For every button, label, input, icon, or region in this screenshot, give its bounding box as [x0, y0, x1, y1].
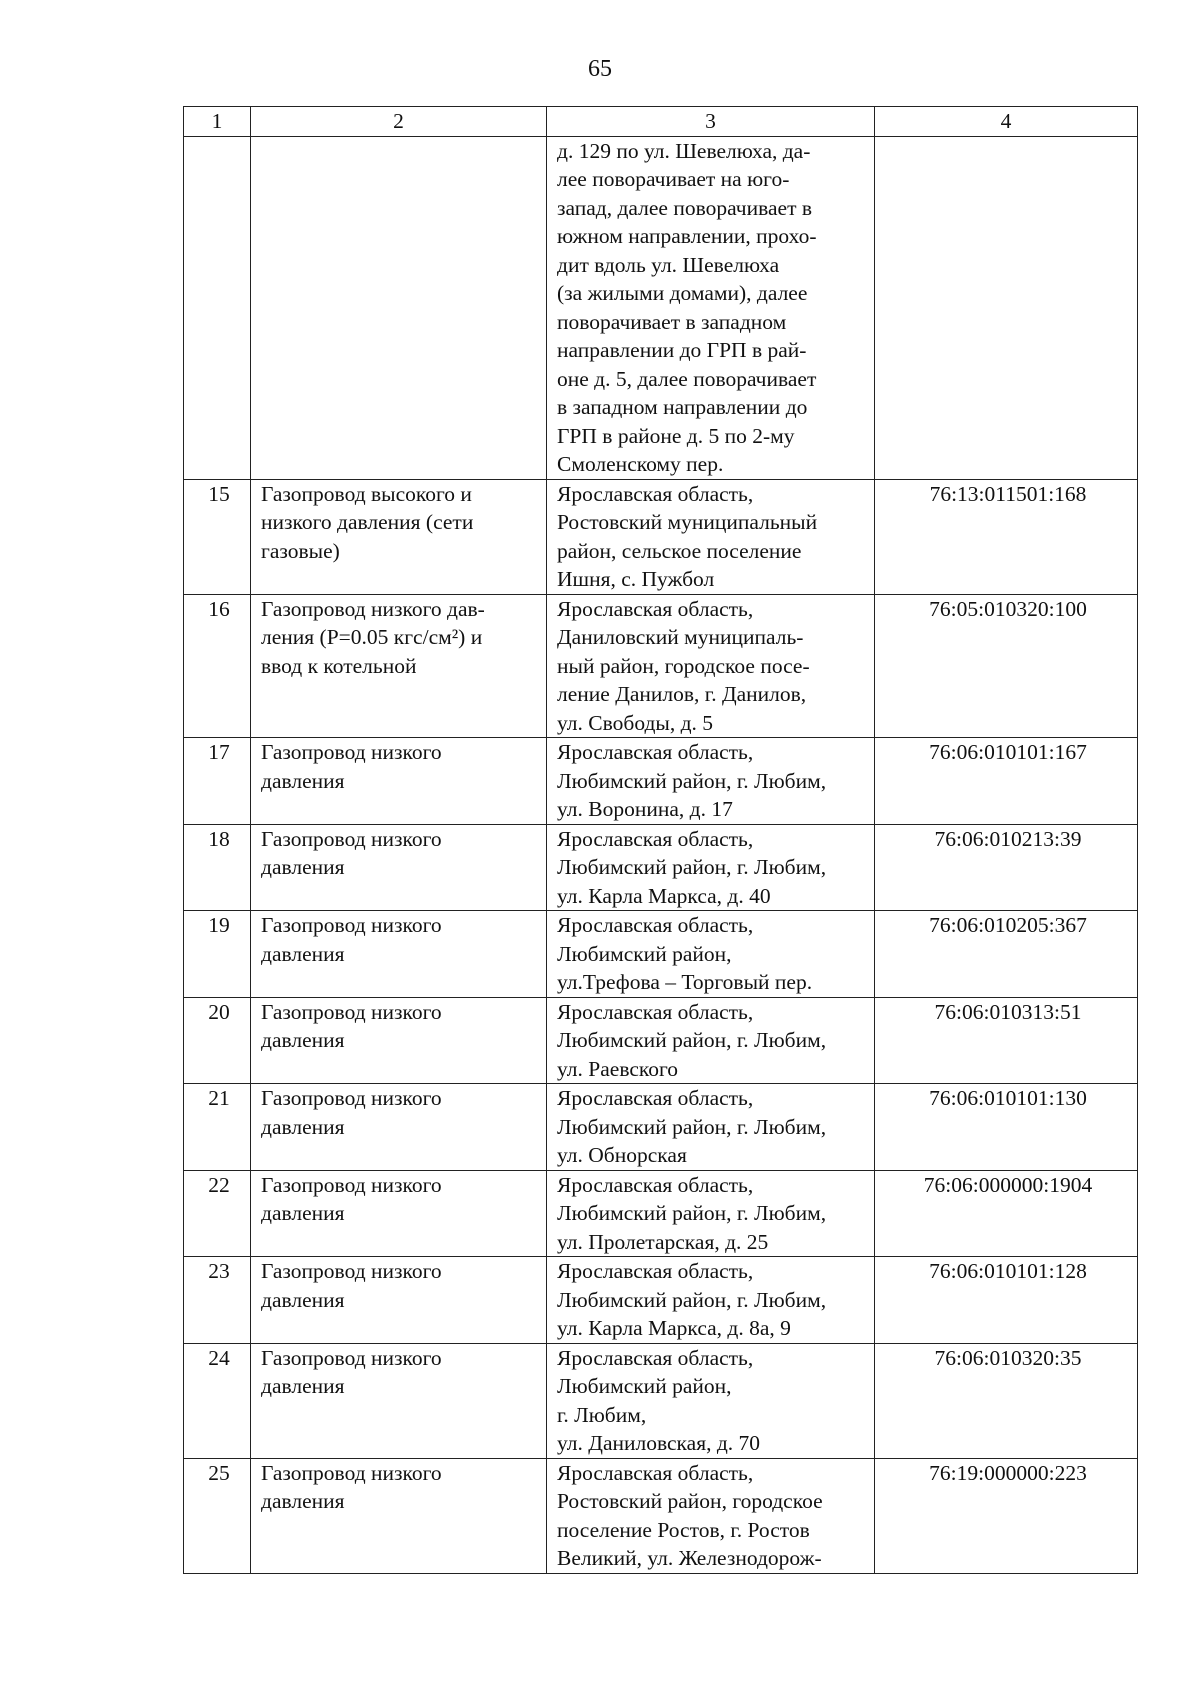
- text-line: южном направлении, прохо-: [557, 224, 817, 248]
- table-row: [184, 594, 1138, 738]
- text-line: ул. Пролетарская, д. 25: [557, 1229, 769, 1254]
- text-line: Ярославская область,: [557, 826, 754, 851]
- row-number-cell: 16: [184, 594, 251, 738]
- text-line: Ярославская область,: [557, 740, 754, 764]
- text-line: ввод к котельной: [261, 653, 417, 678]
- continuation-row: [184, 136, 1138, 479]
- table-row: [184, 1458, 1138, 1573]
- row-number-cell: 20: [184, 997, 251, 1084]
- row-number-cell: 18: [184, 824, 251, 911]
- row-number-cell: 17: [184, 738, 251, 825]
- text-line: давления: [261, 1028, 345, 1052]
- text-line: газовые): [261, 538, 340, 563]
- cadastral-number-cell: 76:06:010320:35: [875, 1343, 1138, 1458]
- continuation-name-cell: [251, 136, 547, 479]
- table-row: [184, 1170, 1138, 1257]
- text-line: ул. Свободы, д. 5: [557, 710, 714, 735]
- text-line: д. 129 по ул. Шевелюха, да-: [557, 138, 811, 163]
- text-line: Любимский район, г. Любим,: [557, 1028, 827, 1052]
- text-line: ул. Карла Маркса, д. 8а, 9: [557, 1316, 791, 1340]
- header-col-4: 4: [875, 107, 1138, 137]
- text-line: Великий, ул. Железнодорож-: [557, 1546, 822, 1570]
- cadastral-number-cell: 76:06:010313:51: [875, 997, 1138, 1084]
- text-line: ул. Воронина, д. 17: [557, 797, 733, 821]
- text-line: Смоленскому пер.: [557, 452, 724, 476]
- cadastral-number-cell: 76:06:000000:1904: [875, 1170, 1138, 1257]
- table-row: [184, 911, 1138, 998]
- text-line: Даниловский муниципаль-: [557, 625, 804, 649]
- text-line: ул. Даниловская, д. 70: [557, 1431, 761, 1455]
- row-number-cell: 19: [184, 911, 251, 998]
- continuation-num-cell: [184, 136, 251, 479]
- text-line: низкого давления (сети: [261, 510, 474, 534]
- object-name-cell: [251, 1458, 547, 1573]
- text-line: Любимский район, г. Любим,: [557, 768, 827, 793]
- text-line: Ярославская область,: [557, 1172, 754, 1197]
- table-row: [184, 1343, 1138, 1458]
- text-line: давления: [261, 855, 345, 879]
- text-line: давления: [261, 1287, 345, 1312]
- text-line: Любимский район,: [557, 1374, 732, 1398]
- address-cell: [547, 1343, 875, 1458]
- object-name-cell: [251, 911, 547, 998]
- text-line: дит вдоль ул. Шевелюха: [557, 252, 780, 277]
- cadastral-number-cell: 76:19:000000:223: [875, 1458, 1138, 1573]
- continuation-cadastral-cell: [875, 136, 1138, 479]
- text-line: в западном направлении до: [557, 395, 808, 419]
- text-line: район, сельское поселение: [557, 538, 802, 563]
- text-line: Газопровод низкого: [261, 1345, 442, 1370]
- text-line: ление Данилов, г. Данилов,: [557, 682, 807, 706]
- text-line: оне д. 5, далее поворачивает: [557, 366, 817, 391]
- object-name-cell: [251, 1343, 547, 1458]
- text-line: ления (Р=0.05 кгс/см²) и: [261, 625, 483, 649]
- cadastral-number-cell: 76:13:011501:168: [875, 479, 1138, 594]
- row-number-cell: 22: [184, 1170, 251, 1257]
- text-line: Ярославская область,: [557, 999, 754, 1024]
- object-name-cell: [251, 824, 547, 911]
- text-line: поселение Ростов, г. Ростов: [557, 1517, 810, 1542]
- row-number-cell: 24: [184, 1343, 251, 1458]
- object-name-cell: [251, 738, 547, 825]
- text-line: Газопровод высокого и: [261, 481, 472, 506]
- text-line: Газопровод низкого: [261, 826, 442, 851]
- text-line: Ярославская область,: [557, 596, 754, 621]
- text-line: давления: [261, 1201, 345, 1225]
- address-cell: [547, 479, 875, 594]
- object-name-cell: [251, 997, 547, 1084]
- text-line: давления: [261, 1114, 345, 1139]
- text-line: Газопровод низкого: [261, 740, 442, 764]
- text-line: Газопровод низкого: [261, 1460, 442, 1485]
- object-name-cell: [251, 1257, 547, 1344]
- address-cell: [547, 1257, 875, 1344]
- address-cell: [547, 997, 875, 1084]
- header-col-3: 3: [547, 107, 875, 137]
- text-line: ул. Карла Маркса, д. 40: [557, 883, 771, 908]
- text-line: ул. Раевского: [557, 1056, 679, 1081]
- text-line: Ярославская область,: [557, 1460, 754, 1485]
- text-line: Любимский район,: [557, 941, 732, 966]
- text-line: Ярославская область,: [557, 1086, 754, 1110]
- cadastral-number-cell: 76:06:010101:128: [875, 1257, 1138, 1344]
- text-line: (за жилыми домами), далее: [557, 281, 808, 305]
- text-line: поворачивает в западном: [557, 309, 787, 334]
- text-line: ный район, городское посе-: [557, 653, 810, 678]
- header-row: [184, 107, 1138, 137]
- text-line: Газопровод низкого: [261, 1172, 442, 1197]
- address-cell: [547, 1458, 875, 1573]
- cadastral-number-cell: 76:05:010320:100: [875, 594, 1138, 738]
- text-line: Любимский район, г. Любим,: [557, 855, 827, 879]
- object-name-cell: [251, 1170, 547, 1257]
- text-line: Газопровод низкого дав-: [261, 596, 485, 621]
- table-row: [184, 1084, 1138, 1171]
- text-line: Ярославская область,: [557, 1345, 754, 1370]
- table-row: [184, 824, 1138, 911]
- text-line: давления: [261, 768, 345, 793]
- text-line: Ростовский район, городское: [557, 1489, 823, 1513]
- page-number: 65: [588, 56, 612, 82]
- object-name-cell: [251, 594, 547, 738]
- header-col-2: 2: [251, 107, 547, 137]
- object-name-cell: [251, 479, 547, 594]
- text-line: Ростовский муниципальный: [557, 510, 818, 534]
- row-number-cell: 15: [184, 479, 251, 594]
- header-col-1: 1: [184, 107, 251, 137]
- text-line: ул. Обнорская: [557, 1143, 687, 1167]
- objects-table: [183, 106, 1138, 1574]
- object-name-cell: [251, 1084, 547, 1171]
- text-line: запад, далее поворачивает в: [557, 195, 812, 220]
- text-line: Газопровод низкого: [261, 913, 442, 937]
- table-row: [184, 997, 1138, 1084]
- text-line: Газопровод низкого: [261, 999, 442, 1024]
- text-line: Ярославская область,: [557, 913, 754, 937]
- text-line: ГРП в районе д. 5 по 2-му: [557, 423, 795, 448]
- address-cell: [547, 738, 875, 825]
- text-line: Ярославская область,: [557, 481, 754, 506]
- cadastral-number-cell: 76:06:010101:167: [875, 738, 1138, 825]
- table-row: [184, 738, 1138, 825]
- cadastral-number-cell: 76:06:010213:39: [875, 824, 1138, 911]
- text-line: Газопровод низкого: [261, 1259, 442, 1283]
- row-number-cell: 21: [184, 1084, 251, 1171]
- text-line: ул.Трефова – Торговый пер.: [557, 970, 813, 994]
- table-row: [184, 479, 1138, 594]
- address-cell: [547, 824, 875, 911]
- row-number-cell: 25: [184, 1458, 251, 1573]
- text-line: Газопровод низкого: [261, 1086, 442, 1110]
- text-line: Ярославская область,: [557, 1259, 754, 1283]
- address-cell: [547, 1084, 875, 1171]
- text-line: Любимский район, г. Любим,: [557, 1114, 827, 1139]
- text-line: направлении до ГРП в рай-: [557, 338, 807, 362]
- address-cell: [547, 594, 875, 738]
- row-number-cell: 23: [184, 1257, 251, 1344]
- continuation-address-cell: [547, 136, 875, 479]
- text-line: давления: [261, 1374, 345, 1398]
- text-line: Любимский район, г. Любим,: [557, 1201, 827, 1225]
- table-row: [184, 1257, 1138, 1344]
- text-line: давления: [261, 941, 345, 966]
- address-cell: [547, 1170, 875, 1257]
- cadastral-number-cell: 76:06:010101:130: [875, 1084, 1138, 1171]
- cadastral-number-cell: 76:06:010205:367: [875, 911, 1138, 998]
- text-line: Ишня, с. Пужбол: [557, 567, 715, 591]
- text-line: г. Любим,: [557, 1402, 647, 1427]
- text-line: Любимский район, г. Любим,: [557, 1287, 827, 1312]
- address-cell: [547, 911, 875, 998]
- text-line: лее поворачивает на юго-: [557, 167, 790, 191]
- text-line: давления: [261, 1489, 345, 1513]
